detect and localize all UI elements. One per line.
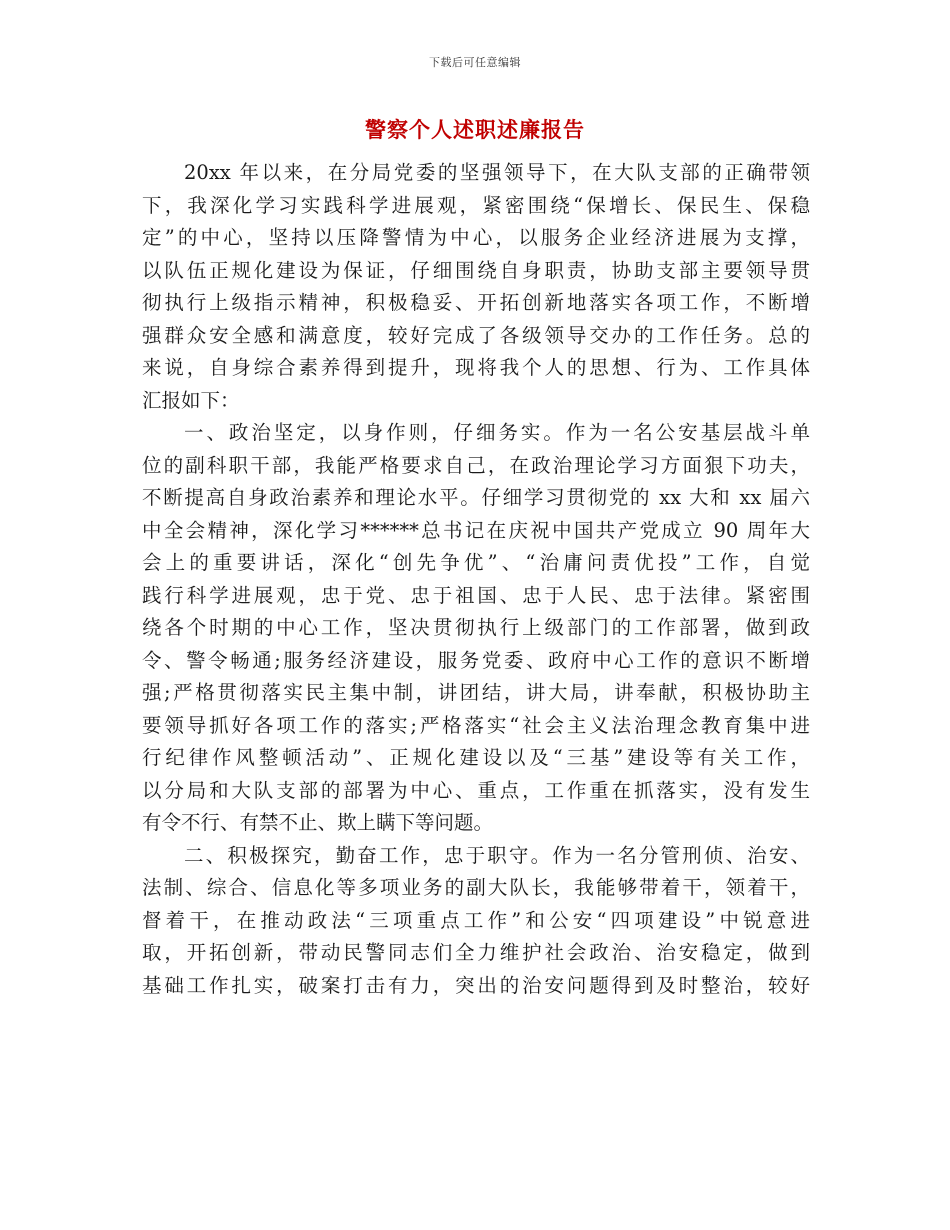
text-line: 取，开拓创新，带动民警同志们全力维护社会政治、治安稳定，做到: [142, 941, 810, 964]
text-line: 中全会精神，深化学习******总书记在庆祝中国共产党成立 90 周年大: [142, 518, 810, 542]
text-line: 基础工作扎实，破案打击有力，突出的治安问题得到及时整治，较好: [142, 973, 810, 997]
text-line: 二、积极探究，勤奋工作，忠于职守。作为一名分管刑侦、治安、: [184, 843, 810, 867]
text-line: 强;严格贯彻落实民主集中制，讲团结，讲大局，讲奉献，积极协助主: [142, 681, 810, 704]
text-line: 汇报如下：: [142, 388, 240, 412]
text-line: 令、警令畅通;服务经济建设，服务党委、政府中心工作的意识不断增: [142, 648, 810, 672]
text-line: 有令不行、有禁不止、欺上瞒下等问题。: [142, 811, 494, 834]
paragraph-2: [142, 417, 810, 840]
document-body: [142, 157, 810, 1002]
text-line: 来说，自身综合素养得到提升，现将我个人的思想、行为、工作具体: [142, 356, 810, 379]
text-line: 20xx 年以来，在分局党委的坚强领导下，在大队支部的正确带领: [184, 161, 810, 184]
text-line: 以队伍正规化建设为保证，仔细围绕自身职责，协助支部主要领导贯: [142, 258, 810, 282]
text-line: 一、政治坚定，以身作则，仔细务实。作为一名公安基层战斗单: [184, 421, 810, 444]
header-note: 下载后可任意编辑: [429, 56, 521, 69]
text-line: 不断提高自身政治素养和理论水平。仔细学习贯彻党的 xx 大和 xx 届六: [142, 486, 810, 509]
document-title: 警察个人述职述廉报告: [365, 117, 585, 142]
text-line: 定”的中心，坚持以压降警情为中心，以服务企业经济进展为支撑，: [142, 226, 810, 249]
text-line: 彻执行上级指示精神，积极稳妥、开拓创新地落实各项工作，不断增: [142, 291, 810, 314]
text-line: 强群众安全感和满意度，较好完成了各级领导交办的工作任务。总的: [142, 323, 810, 347]
text-line: 绕各个时期的中心工作，坚决贯彻执行上级部门的工作部署，做到政: [142, 616, 810, 639]
text-line: 以分局和大队支部的部署为中心、重点，工作重在抓落实，没有发生: [142, 778, 810, 802]
text-line: 下，我深化学习实践科学进展观，紧密围绕“保增长、保民生、保稳: [142, 193, 810, 217]
text-line: 会上的重要讲话，深化“创先争优”、“治庸问责优投”工作，自觉: [142, 551, 810, 574]
text-line: 行纪律作风整顿活动”、正规化建设以及“三基”建设等有关工作，: [142, 746, 810, 769]
text-line: 法制、综合、信息化等多项业务的副大队长，我能够带着干，领着干，: [142, 876, 810, 899]
paragraph-3: [142, 840, 810, 1003]
text-line: 督着干，在推动政法“三项重点工作”和公安“四项建设”中锐意进: [142, 908, 810, 932]
text-line: 位的副科职干部，我能严格要求自己，在政治理论学习方面狠下功夫，: [142, 453, 810, 477]
paragraph-1: [142, 157, 810, 417]
text-line: 要领导抓好各项工作的落实;严格落实“社会主义法治理念教育集中进: [142, 713, 810, 737]
text-line: 践行科学进展观，忠于党、忠于祖国、忠于人民、忠于法律。紧密围: [142, 583, 810, 607]
